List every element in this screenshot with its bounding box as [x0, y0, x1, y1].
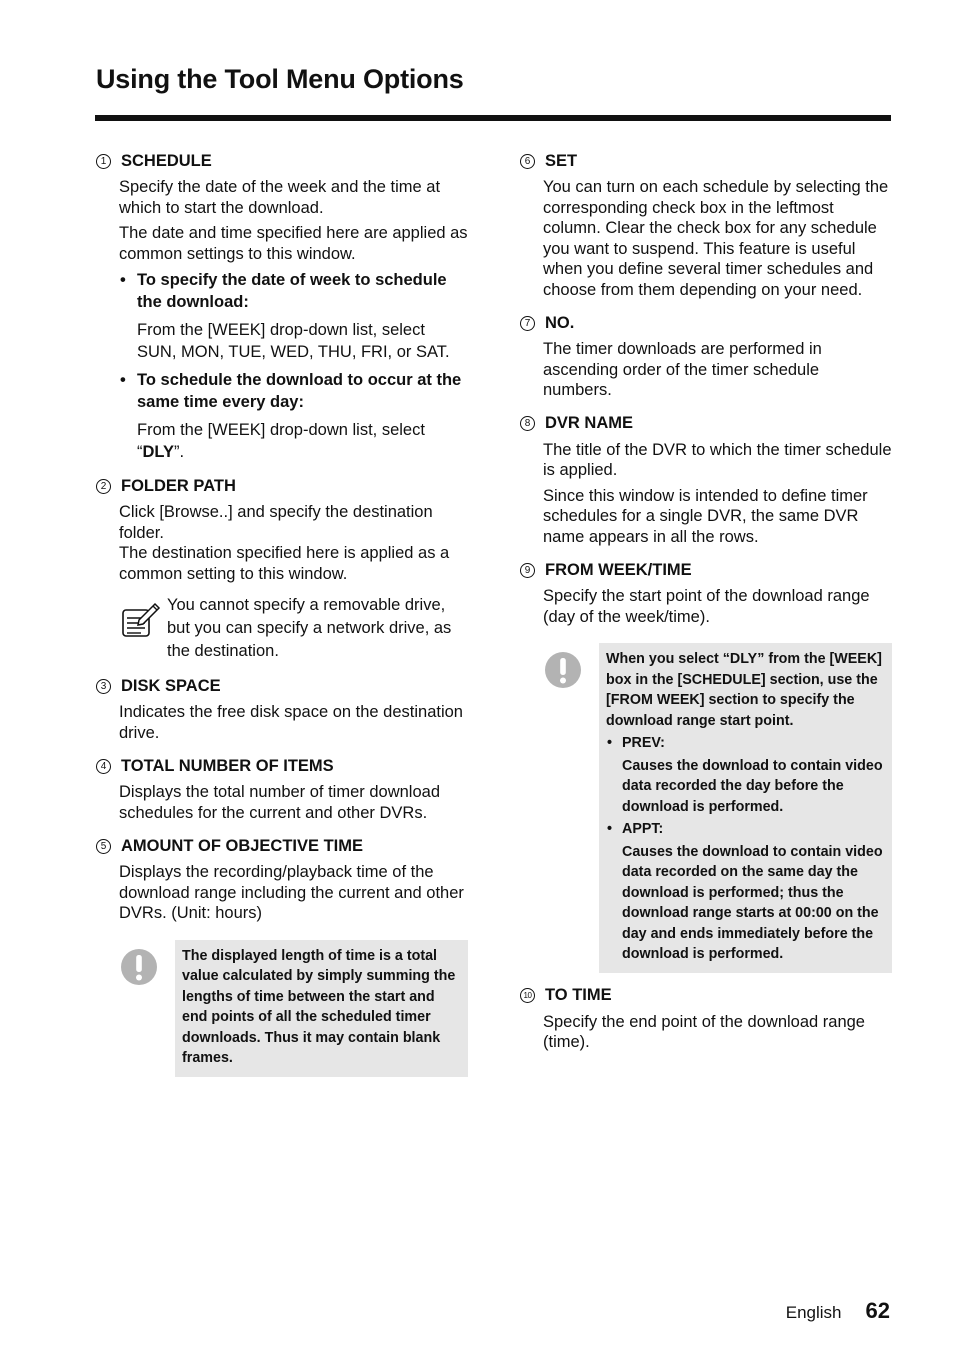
section-number: 7: [520, 316, 535, 331]
section-title: AMOUNT OF OBJECTIVE TIME: [121, 836, 364, 855]
section-title: DVR NAME: [545, 414, 634, 432]
bullet-heading: • APPT:: [606, 819, 884, 840]
exclamation-icon: [544, 643, 599, 973]
section-total-items: [96, 755, 468, 823]
page-number: 62: [865, 1298, 890, 1323]
section-number: 10: [520, 988, 535, 1003]
bullet-text: From the [WEEK] drop-down list, select “DLY”.: [137, 421, 425, 461]
paragraph: Displays the recording/playback time of the download range including the current and other DVRs. (Unit: hours): [119, 863, 464, 922]
section-objective-time: [96, 835, 468, 1077]
footer-language: English: [785, 1303, 842, 1322]
section-title: TO TIME: [545, 986, 612, 1004]
paragraph: Specify the end point of the download range (time).: [543, 1012, 865, 1051]
paragraph: Since this window is intended to define timer schedules for a single DVR, the same DVR name appears in all the rows.: [543, 486, 868, 546]
paragraph: Displays the total number of timer download schedules for the current and other DVRs.: [119, 783, 440, 822]
bullet-heading: • To schedule the download to occur at the same time every day:: [119, 369, 468, 413]
section-title: TOTAL NUMBER OF ITEMS: [121, 756, 334, 775]
paragraph: The title of the DVR to which the timer schedule is applied.: [543, 440, 892, 479]
memo-note: [119, 594, 468, 663]
caution-text: The displayed length of time is a total value calculated by simply summing the lengths of time between the start and end points of all the scheduled timer downloads. Thus it may contain blank frames.: [175, 940, 468, 1077]
caution-note: [120, 940, 468, 1077]
section-number: 2: [96, 479, 111, 494]
section-title: FROM WEEK/TIME: [545, 560, 692, 579]
memo-pencil-icon: [119, 594, 167, 663]
section-folder-path: [96, 475, 468, 663]
paragraph: Specify the start point of the download range (day of the week/time).: [543, 587, 870, 626]
bullet-text: Causes the download to contain video data recorded the day before the download is performed.: [622, 757, 883, 815]
bullet-text: From the [WEEK] drop-down list, select SUN, MON, TUE, WED, THU, FRI, or SAT.: [137, 321, 450, 361]
section-number: 6: [520, 154, 535, 169]
caution-note: [544, 643, 892, 973]
section-title: DISK SPACE: [121, 676, 221, 695]
caution-text: When you select “DLY” from the [WEEK] box in the [SCHEDULE] section, use the [FROM WEEK] section to specify the download range start point.: [606, 651, 882, 729]
section-no: [520, 312, 892, 401]
section-schedule: [96, 150, 468, 463]
dly-keyword: DLY: [142, 443, 174, 461]
bullet-heading: • To specify the date of week to schedule the download:: [119, 269, 468, 313]
page-footer: [786, 1298, 890, 1324]
section-number: 1: [96, 154, 111, 169]
paragraph: Click [Browse..] and specify the destination folder.: [119, 503, 433, 542]
left-column: [96, 150, 468, 1089]
paragraph: The date and time specified here are applied as common settings to this window.: [119, 224, 468, 263]
section-to-time: [520, 985, 892, 1053]
title-rule: [95, 115, 891, 121]
section-number: 9: [520, 563, 535, 578]
section-number: 4: [96, 759, 111, 774]
section-disk-space: [96, 675, 468, 743]
section-title: SET: [545, 151, 578, 170]
paragraph: The destination specified here is applied as a common setting to this window.: [119, 544, 450, 583]
section-title: SCHEDULE: [121, 151, 212, 170]
page-title: Using the Tool Menu Options: [96, 64, 464, 94]
section-number: 8: [520, 416, 535, 431]
section-set: [520, 150, 892, 300]
exclamation-icon: [120, 940, 175, 1077]
paragraph: The timer downloads are performed in ascending order of the timer schedule numbers.: [543, 340, 822, 399]
section-number: 5: [96, 839, 111, 854]
right-column: [520, 150, 892, 1065]
section-title: NO.: [545, 313, 575, 332]
paragraph: Specify the date of the week and the time at which to start the download.: [119, 178, 441, 217]
section-title: FOLDER PATH: [121, 476, 236, 495]
section-dvr-name: [520, 413, 892, 548]
paragraph: You can turn on each schedule by selecting the corresponding check box in the leftmost column. Clear the check box for any schedule you want to suspend. This feature is useful when you define several timer schedules and choose from them depending on your need.: [543, 178, 889, 299]
note-text: You cannot specify a removable drive, but you can specify a network drive, as the destination.: [167, 596, 452, 660]
bullet-heading: • PREV:: [606, 733, 884, 754]
paragraph: Indicates the free disk space on the destination drive.: [119, 703, 463, 742]
section-from-week-time: [520, 559, 892, 973]
bullet-text: Causes the download to contain video data recorded on the same day the download is performed; thus the download range starts at 00:00 on the day and ends immediately before the download is performed.: [622, 843, 883, 962]
section-number: 3: [96, 679, 111, 694]
